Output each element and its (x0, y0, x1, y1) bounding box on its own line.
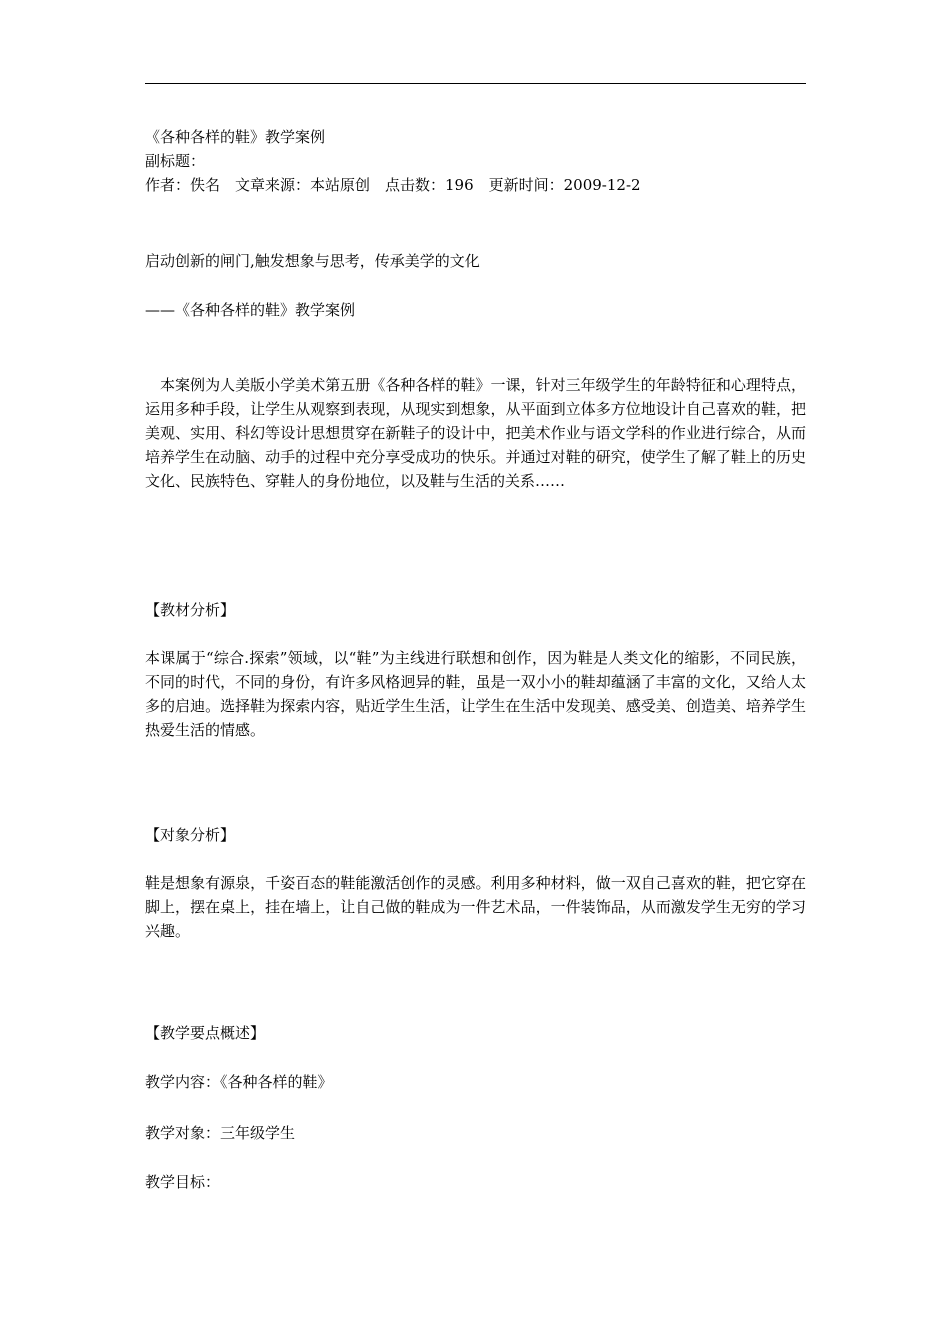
overview-content: 教学内容：《各种各样的鞋》 (145, 1073, 333, 1091)
article-meta: 作者：佚名 文章来源：本站原创 点击数：196 更新时间：2009-12-2 (145, 176, 641, 194)
intro-body: 本案例为人美版小学美术第五册《各种各样的鞋》一课，针对三年级学生的年龄特征和心理特点，运用多种手段，让学生从观察到表现，从现实到想象，从平面到立体多方位地设计自己喜欢的鞋，把美观、实用、科幻等设计思想贯穿在新鞋子的设计中，把美术作业与语文学科的作业进行综合，从而培养学生在动脑、动手的过程中充分享受成功的快乐。并通过对鞋的研究，使学生了解了鞋上的历史文化、民族特色、穿鞋人的身份地位，以及鞋与生活的关系…… (145, 376, 806, 490)
intro-subheadline: ——《各种各样的鞋》教学案例 (145, 301, 356, 319)
section-heading-overview: 【教学要点概述】 (145, 1024, 266, 1042)
overview-target: 教学对象：三年级学生 (145, 1124, 296, 1142)
article-title: 《各种各样的鞋》教学案例 (145, 128, 326, 146)
section-body-audience: 鞋是想象有源泉，千姿百态的鞋能激活创作的灵感。利用多种材料，做一双自己喜欢的鞋，把它穿在脚上，摆在桌上，挂在墙上，让自己做的鞋成为一件艺术品，一件装饰品，从而激发学生无穷的学习兴趣。 (145, 874, 806, 940)
section-heading-audience: 【对象分析】 (145, 826, 236, 844)
overview-goals: 教学目标： (145, 1173, 221, 1191)
intro-headline: 启动创新的闸门,触发想象与思考，传承美学的文化 (145, 252, 480, 270)
article-subtitle: 副标题： (145, 152, 206, 170)
header-rule (145, 83, 806, 84)
section-body-material: 本课属于“综合.探索”领域，以“鞋”为主线进行联想和创作，因为鞋是人类文化的缩影，不同民族，不同的时代，不同的身份，有许多风格迥异的鞋，虽是一双小小的鞋却蕴涵了丰富的文化，又给人太多的启迪。选择鞋为探索内容，贴近学生生活，让学生在生活中发现美、感受美、创造美、培养学生热爱生活的情感。 (145, 649, 806, 739)
section-heading-material: 【教材分析】 (145, 601, 236, 619)
